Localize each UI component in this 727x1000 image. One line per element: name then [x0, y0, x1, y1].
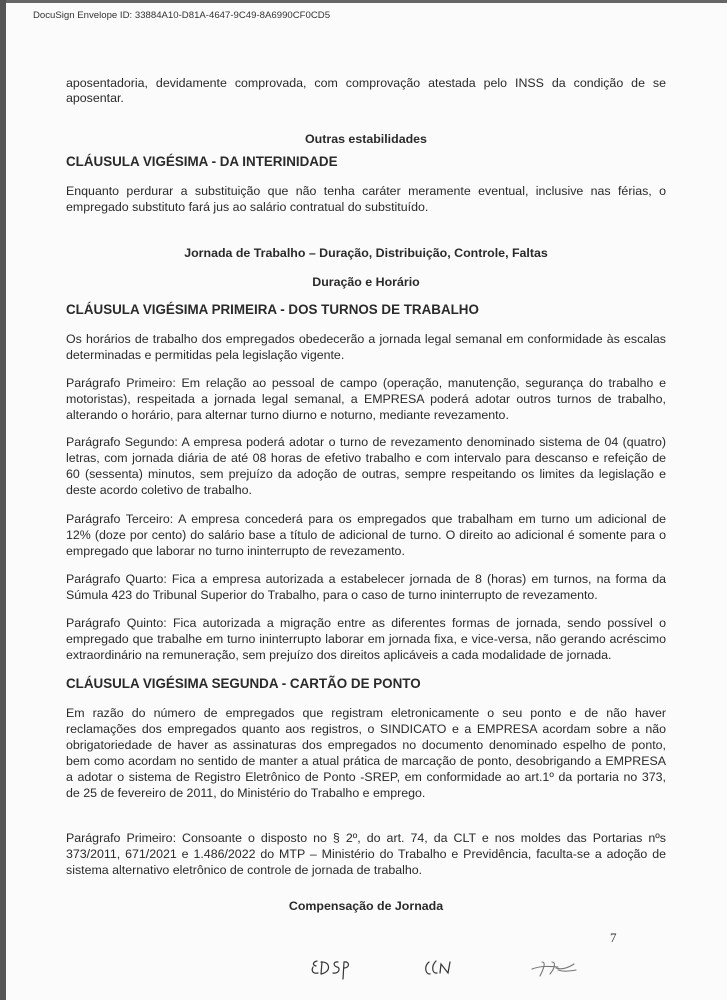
clause-21-p3-line: empregado que laborar no turno ininterrupto de revezamento. — [66, 544, 405, 558]
clause-21-intro-line: Os horários de trabalho dos empregados obedecerão a jornada legal semanal em conformidade às escalas — [66, 332, 666, 346]
signature-initials-3 — [528, 952, 588, 984]
clause-21-p2-line: 60 (sessenta) minutos, sem prejuízo da adoção de outras, sempre respeitando os limites da legislação e — [66, 467, 666, 481]
clause-21-p3-line: 12% (doze por cento) do salário base a título de adicional de turno. O direito ao adicional é somente para o — [66, 528, 666, 542]
section-heading-jornada: Jornada de Trabalho – Duração, Distribuição, Controle, Faltas — [184, 246, 548, 260]
clause-21-p1-line: motoristas), respeitada a jornada legal semanal, a EMPRESA poderá adotar outros turnos de trabalho, — [66, 392, 666, 406]
docusign-envelope-id: DocuSign Envelope ID: 33884A10-D81A-4647-9C49-8A6990CF0CD5 — [33, 10, 331, 21]
clause-20-line: Enquanto perdurar a substituição que não tenha caráter meramente eventual, inclusive nas férias, o — [66, 184, 666, 198]
intro-line: aposentadoria, devidamente comprovada, com comprovação atestada pelo INSS da condição de se — [66, 76, 666, 90]
clause-22-intro-line: reclamações dos empregados quanto aos registros, o SINDICATO e a EMPRESA acordam sobre a não — [66, 722, 666, 736]
clause-21-p4-line: Parágrafo Quarto: Fica a empresa autorizada a estabelecer jornada de 8 (horas) em turnos, na forma da — [66, 572, 666, 586]
signature-initials-1 — [308, 952, 358, 984]
clause-22-title: CLÁUSULA VIGÉSIMA SEGUNDA - CARTÃO DE PONTO — [66, 676, 421, 691]
section-heading-duracao: Duração e Horário — [312, 275, 420, 289]
clause-21-p3-line: Parágrafo Terceiro: A empresa concederá para os empregados que trabalham em turno um adicional de — [66, 512, 666, 526]
clause-20-title: CLÁUSULA VIGÉSIMA - DA INTERINIDADE — [66, 154, 338, 169]
clause-21-p2-line: deste acordo coletivo de trabalho. — [66, 483, 252, 497]
clause-21-p2-line: letras, com jornada diária de até 08 horas de efetivo trabalho e com intervalo para descanso e refeição de — [66, 451, 666, 465]
clause-21-p5-line: empregado que trabalhe em turno ininterrupto laborar em jornada fixa, e vice-versa, não gerando acréscimo — [66, 632, 666, 646]
clause-21-p2-line: Parágrafo Segundo: A empresa poderá adotar o turno de revezamento denominado sistema de 04 (quatro) — [66, 435, 666, 449]
clause-20-line: empregado substituto fará jus ao salário contratual do substituído. — [66, 200, 429, 214]
clause-22-p1-line: 373/2011, 671/2021 e 1.486/2022 do MTP – Ministério do Trabalho e Previdência, faculta-se a adoção de — [66, 847, 666, 861]
clause-21-p1-line: Parágrafo Primeiro: Em relação ao pessoal de campo (operação, manutenção, segurança do trabalho e — [66, 376, 666, 390]
page-number: 7 — [610, 930, 617, 945]
clause-21-title: CLÁUSULA VIGÉSIMA PRIMEIRA - DOS TURNOS DE TRABALHO — [66, 302, 479, 317]
section-heading-compensacao: Compensação de Jornada — [288, 899, 444, 913]
clause-22-intro-line: de 25 de fevereiro de 2011, do Ministério do Trabalho e emprego. — [66, 786, 426, 800]
clause-22-intro-line: Em razão do número de empregados que registram eletronicamente o seu ponto e de não haver — [66, 706, 666, 720]
clause-22-intro-line: a adotar o sistema de Registro Eletrônico de Ponto -SREP, em conformidade ao art.1º da portaria no 373, — [66, 770, 666, 784]
clause-22-p1-line: Parágrafo Primeiro: Consoante o disposto no § 2º, do art. 74, da CLT e nos moldes das Portarias nºs — [66, 831, 666, 845]
clause-21-p4-line: Súmula 423 do Tribunal Superior do Trabalho, para o caso de turno ininterrupto de revezamento. — [66, 588, 598, 602]
signature-initials-2 — [420, 952, 460, 984]
clause-21-p1-line: alterando o horário, para alternar turno diurno e noturno, mediante revezamento. — [66, 408, 509, 422]
clause-22-p1-line: sistema alternativo eletrônico de controle de jornada de trabalho. — [66, 863, 423, 877]
clause-21-p5-line: extraordinário na remuneração, sem prejuízo dos direitos aplicáveis a cada modalidade de jornada. — [66, 648, 612, 662]
clause-22-intro-line: obrigatoriedade de haver as assinaturas dos empregados no documento denominado espelho de ponto, — [66, 738, 666, 752]
scan-edge-top — [0, 0, 727, 3]
clause-21-p5-line: Parágrafo Quinto: Fica autorizada a migração entre as diferentes formas de jornada, sendo possível o — [66, 616, 666, 630]
intro-line: aposentar. — [66, 91, 124, 105]
clause-22-intro-line: bem como acordam no sentido de manter a atual prática de marcação de ponto, desobrigando a EMPRESA — [66, 754, 666, 768]
section-heading-outras-estabilidades: Outras estabilidades — [305, 132, 427, 146]
clause-21-intro-line: determinadas e permitidas pela legislação vigente. — [66, 348, 345, 362]
scan-edge-left — [0, 0, 6, 1000]
